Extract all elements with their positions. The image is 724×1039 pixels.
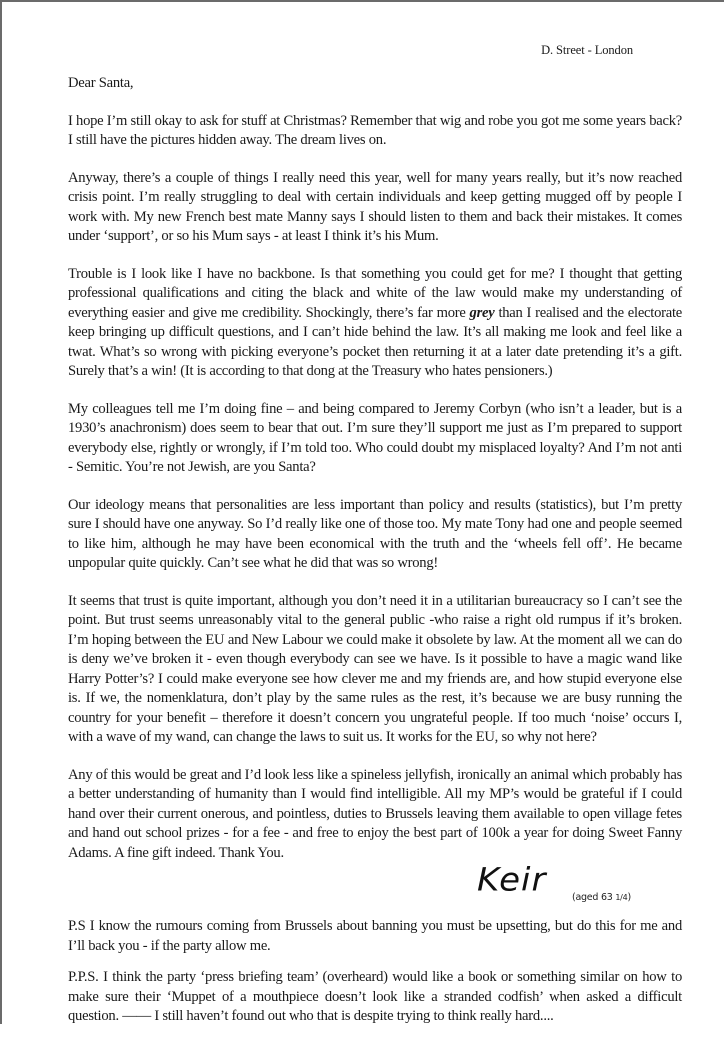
age-close: ) xyxy=(627,892,631,903)
paragraph-trust: It seems that trust is quite important, although you don’t need it in a utilitarian bureaucracy so I can’t see the point. But trust seems unreasonably vital to the general public -who raise a right old rumpus if it’s broken. I’m hoping between the EU and New Labour we could make it obsolete by law. At the moment all we can do is deny we’ve broken it - even though everybody can see we have. Is it possible to have a magic wand like Harry Potter’s? I could make everyone see how clever me and my friends are, and how stupid everyone else is. If we, the nomenklatura, don’t play by the same rules as the rest, it’s because we are busy running the country for your benefit – therefore it doesn’t concern you ungrateful people. If too much ‘noise’ occurs I, with a wave of my wand, can change the laws to suit us. It works for the EU, so why not here? xyxy=(68,592,682,745)
paragraph-jellyfish: Any of this would be great and I’d look less like a spineless jellyfish, ironically an animal which probably has a better understanding of humanity than I would find intelligible. All my MP’s would be grateful if I could hand over their current onerous, and pointless, duties to Brussels leaving them available to open village fetes and hand out school prizes - for a fee - and free to enjoy the best part of 100k a year for doing Sweet Fanny Adams. A fine gift indeed. Thank You. xyxy=(68,766,682,861)
letter-body xyxy=(68,74,682,1039)
post-postscript: P.P.S. I think the party ‘press briefing team’ (overheard) would like a book or something similar on how to make sure their ‘Muppet of a mouthpiece doesn’t look like a stranded codfish’ when asked a difficult question. —— I still haven’t found out who that is despite trying to think really hard.... xyxy=(68,969,682,1024)
age-label: (aged 63 xyxy=(572,892,616,903)
sender-address: D. Street - London xyxy=(541,43,633,57)
paragraph-backbone xyxy=(68,265,682,382)
paragraph-colleagues: My colleagues tell me I’m doing fine – and being compared to Jeremy Corbyn (who isn’t a leader, but is a 1930’s anachronism) does seem to bear that out. I’m sure they’ll support me just as I’m prepared to support everybody else, rightly or wrongly, if I’m told too. Who could doubt my misplaced loyalty? And I’m not anti - Semitic. You’re not Jewish, are you Santa? xyxy=(68,400,682,475)
paragraph-wig-and-robe: I hope I’m still okay to ask for stuff at Christmas? Remember that wig and robe you got me some years back? I still have the pictures hidden away. The dream lives on. xyxy=(68,112,682,148)
signature-block xyxy=(68,861,682,913)
age-note xyxy=(572,888,631,908)
signature: Keir xyxy=(477,861,547,900)
age-fraction: 1/4 xyxy=(615,893,628,902)
postscript: P.S I know the rumours coming from Brussels about banning you must be upsetting, but do this for me and I’ll back you - if the party allow me. xyxy=(68,918,682,954)
paragraph-crisis-point: Anyway, there’s a couple of things I really need this year, well for many years really, but it’s now reached crisis point. I’m really struggling to deal with certain individuals and keep getting mugged off by people I work with. My new French best mate Manny says I should listen to them and back their mistakes. It comes under ‘support’, or so his Mum says - at least I think it’s his Mum. xyxy=(68,169,682,244)
backbone-text-after: than I realised and the electorate keep bringing up difficult questions, and I can’t hide behind the law. It’s all making me look and feel like a twat. What’s so wrong with picking everyone’s pocket then returning it at a later date pretending it’s a gift. Surely that’s a win! (It is according to that dong at the Treasury who hates pensioners.) xyxy=(68,304,682,379)
backbone-text-before: Trouble is I look like I have no backbone. Is that something you could get for me? I thought that getting professional qualifications and citing the black and white of the law would make my understanding of everything easier and give me credibility. Shockingly, there’s far more xyxy=(68,265,682,321)
salutation: Dear Santa, xyxy=(68,75,134,91)
paragraph-personality: Our ideology means that personalities are less important than policy and results (statistics), but I’m pretty sure I should have one anyway. So I’d really like one of those too. My mate Tony had one and people seemed to like him, although he may have been economical with the truth and the ‘wheels fell off’. He became unpopular quite quickly. Can’t see what he did that was so wrong! xyxy=(68,496,682,571)
emphasis-grey: grey xyxy=(469,304,495,321)
